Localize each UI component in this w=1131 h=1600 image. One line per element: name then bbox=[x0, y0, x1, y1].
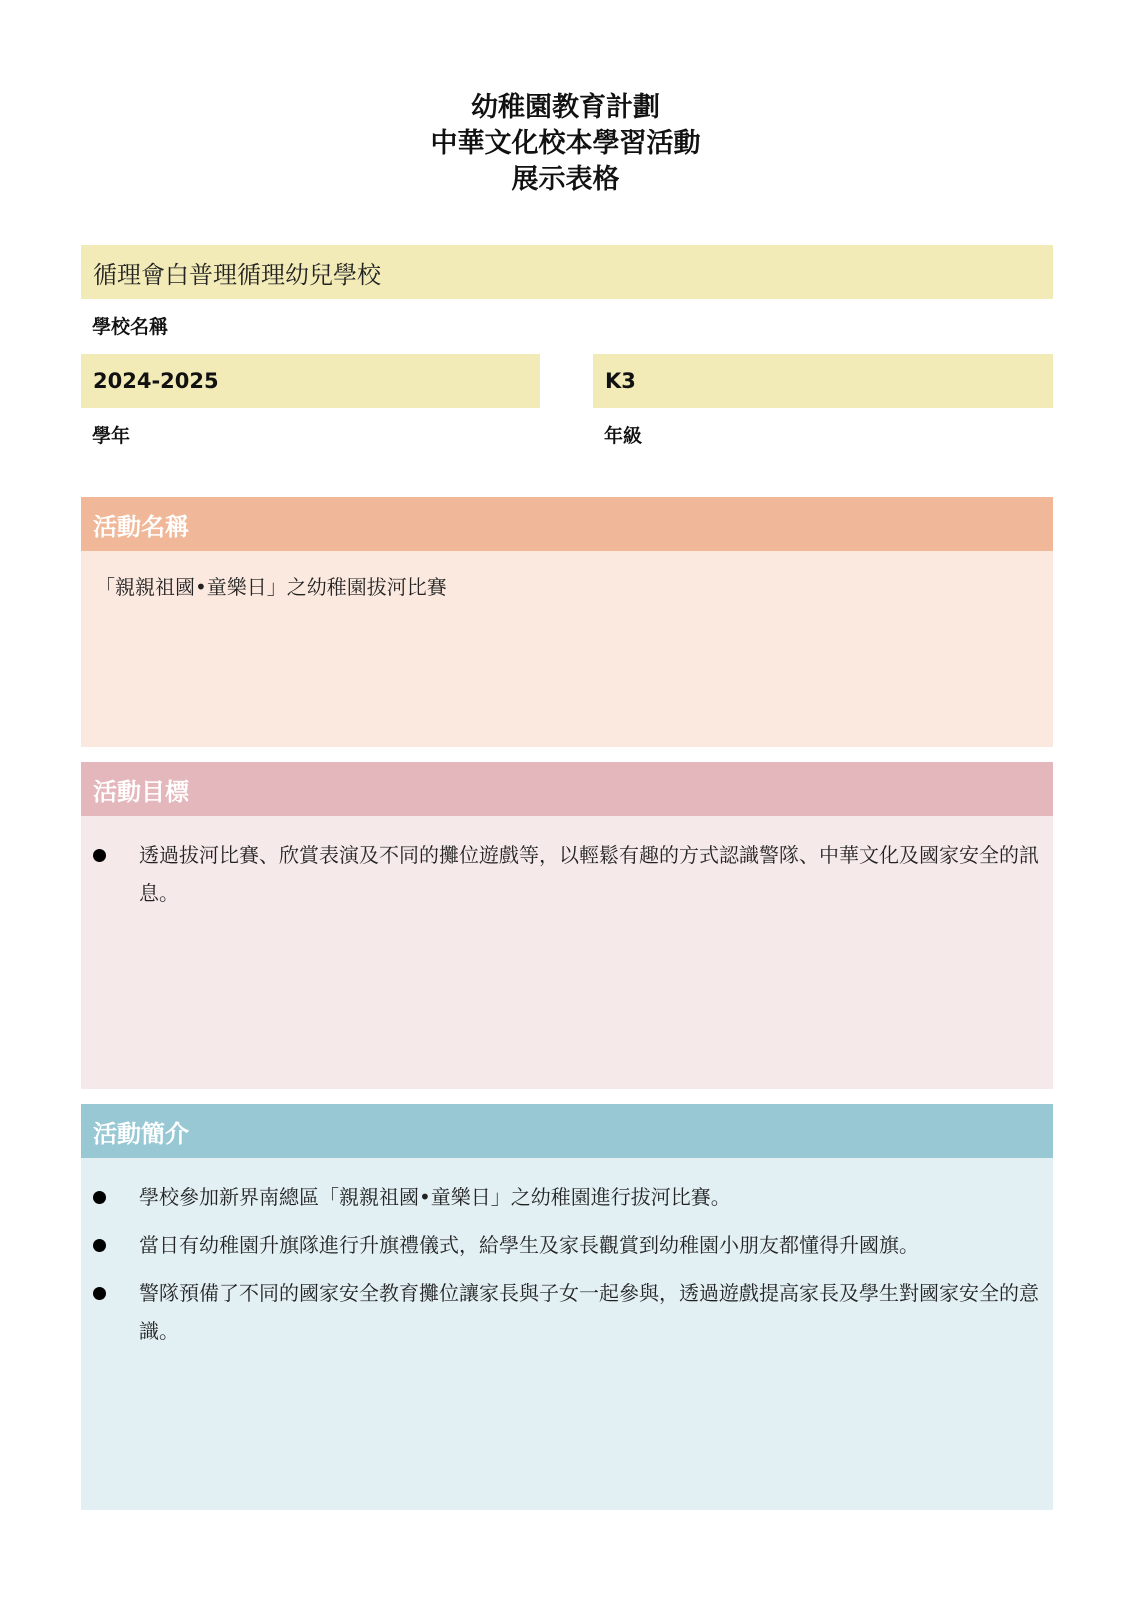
school-year-field bbox=[81, 354, 540, 408]
grade-value: K3 bbox=[605, 369, 636, 393]
activity-goals-header bbox=[81, 762, 1053, 816]
list-item bbox=[81, 836, 1053, 912]
school-name-label: 學校名稱 bbox=[92, 316, 169, 338]
list-item-text: 警隊預備了不同的國家安全教育攤位讓家長與子女一起參與，透過遊戲提高家長及學生對國家安全的意識。 bbox=[139, 1281, 1039, 1343]
title-line-1: 幼稚園教育計劃 bbox=[471, 92, 660, 123]
activity-intro-header bbox=[81, 1104, 1053, 1158]
list-item-text: 透過拔河比賽、欣賞表演及不同的攤位遊戲等，以輕鬆有趣的方式認識警隊、中華文化及國家安全的訊息。 bbox=[139, 843, 1039, 905]
activity-goals-list bbox=[81, 836, 1053, 922]
activity-intro-body bbox=[81, 1158, 1053, 1510]
activity-goals-body bbox=[81, 816, 1053, 1089]
activity-intro-list bbox=[81, 1178, 1053, 1360]
bullet-icon bbox=[93, 1287, 106, 1300]
activity-name-header bbox=[81, 497, 1053, 551]
list-item-text: 當日有幼稚園升旗隊進行升旗禮儀式，給學生及家長觀賞到幼稚園小朋友都懂得升國旗。 bbox=[139, 1233, 919, 1257]
school-name-value: 循理會白普理循理幼兒學校 bbox=[93, 260, 381, 289]
bullet-icon bbox=[93, 1239, 106, 1252]
list-item bbox=[81, 1178, 1053, 1216]
list-item bbox=[81, 1226, 1053, 1264]
activity-name-text: 「親親祖國•童樂日」之幼稚園拔河比賽 bbox=[95, 575, 447, 599]
school-year-label: 學年 bbox=[92, 425, 131, 447]
list-item bbox=[81, 1274, 1053, 1350]
school-name-field bbox=[81, 245, 1053, 299]
bullet-icon bbox=[93, 849, 106, 862]
grade-label: 年級 bbox=[604, 425, 643, 447]
activity-name-body bbox=[81, 551, 1053, 747]
activity-goals-header-label: 活動目標 bbox=[93, 777, 189, 806]
title-line-2: 中華文化校本學習活動 bbox=[430, 128, 701, 159]
activity-name-header-label: 活動名稱 bbox=[93, 512, 189, 541]
list-item-text: 學校參加新界南總區「親親祖國•童樂日」之幼稚園進行拔河比賽。 bbox=[139, 1185, 731, 1209]
activity-intro-header-label: 活動簡介 bbox=[93, 1119, 189, 1148]
grade-field bbox=[593, 354, 1053, 408]
school-year-value: 2024-2025 bbox=[93, 369, 219, 393]
document-title bbox=[0, 90, 1131, 198]
title-line-3: 展示表格 bbox=[511, 164, 620, 195]
bullet-icon bbox=[93, 1191, 106, 1204]
